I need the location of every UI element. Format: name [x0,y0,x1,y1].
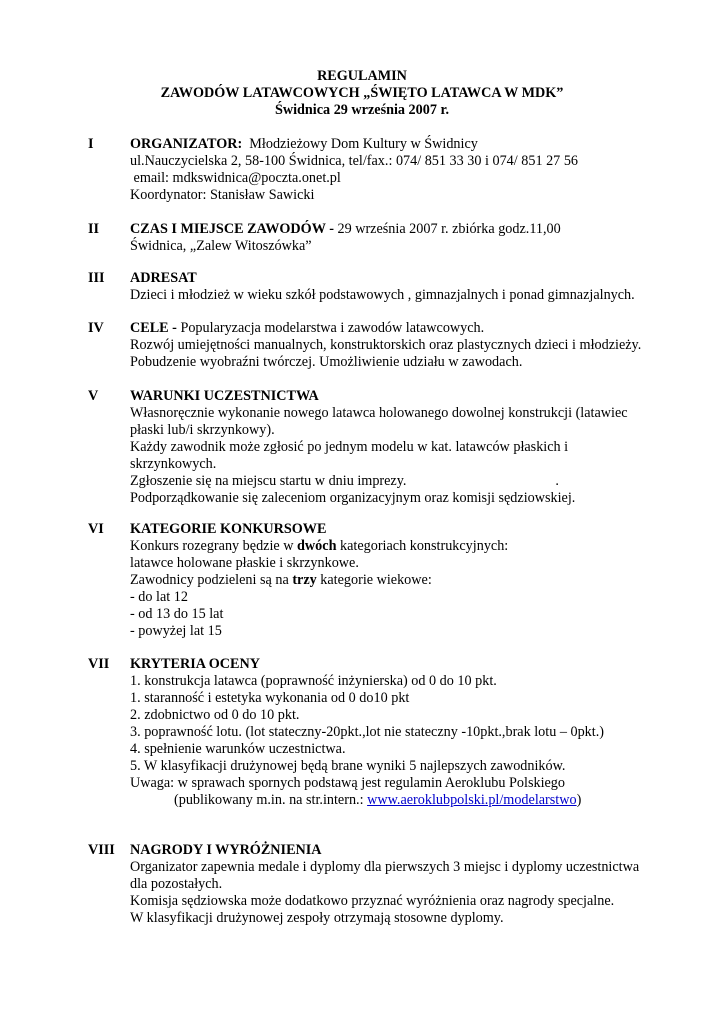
text-run-bold: trzy [292,572,317,588]
section-title-rest: Popularyzacja modelarstwa i zawodów latawcowych. [176,320,485,336]
section-number: IV [88,320,104,336]
section-line: dla pozostałych. [130,876,223,892]
criteria-item: 3. poprawność lotu. (lot stateczny-20pkt.,lot nie stateczny -10pkt.,brak lotu – 0pkt.) [130,724,604,740]
document-header [0,68,724,119]
document-date-place: Świdnica 29 września 2007 r. [274,102,450,118]
text-run-bold: dwóch [297,538,337,554]
section-number: V [88,388,99,404]
section-line: latawce holowane płaskie i skrzynkowe. [130,555,359,571]
section-title: WARUNKI UCZESTNICTWA [130,388,319,404]
section-title: KATEGORIE KONKURSOWE [130,521,327,537]
document-subtitle: ZAWODÓW LATAWCOWYCH „ŚWIĘTO LATAWCA W MDK” [160,85,564,101]
text-run: Zawodnicy podzieleni są na [130,572,293,588]
section-number: III [88,270,105,286]
criteria-item: 1. staranność i estetyka wykonania od 0 do10 pkt [130,690,410,706]
criteria-item: 4. spełnienie warunków uczestnictwa. [130,741,346,757]
section-line: W klasyfikacji drużynowej zespoły otrzymają stosowne dyplomy. [130,910,504,926]
organizer-email: email: mdkswidnica@poczta.onet.pl [130,170,341,186]
age-category: - do lat 12 [130,589,188,605]
document-title: REGULAMIN [317,68,407,84]
section-line: Organizator zapewnia medale i dyplomy dla pierwszych 3 miejsc i dyplomy uczestnictwa [130,859,640,875]
section-title: CZAS I MIEJSCE ZAWODÓW - [130,221,334,237]
text-run: (publikowany m.in. na str.intern.: [174,792,368,808]
section-title: CELE - [130,320,177,336]
section-number: VIII [88,842,115,858]
section-line: skrzynkowych. [130,456,217,472]
section-number: VII [88,656,110,672]
section-line: Zgłoszenie się na miejscu startu w dniu imprezy. . [130,473,559,489]
section-line: Świdnica, „Zalew Witoszówka” [130,238,312,254]
section-title: NAGRODY I WYRÓŻNIENIA [130,842,322,858]
text-run: ) [576,792,582,808]
aeroklub-link[interactable]: www.aeroklubpolski.pl/modelarstwo [367,792,577,808]
criteria-note: Uwaga: w sprawach spornych podstawą jest regulamin Aeroklubu Polskiego [130,775,565,791]
section-line: Każdy zawodnik może zgłosić po jednym modelu w kat. latawców płaskich i [130,439,569,455]
section-line: Własnoręcznie wykonanie nowego latawca holowanego dowolnej konstrukcji (latawiec [130,405,628,421]
section-title: ORGANIZATOR: [130,136,243,152]
section-title-rest: Młodzieżowy Dom Kultury w Świdnicy [242,136,478,152]
section-line: Dzieci i młodzież w wieku szkół podstawowych , gimnazjalnych i ponad gimnazjalnych. [130,287,635,303]
section-number: I [88,136,94,152]
criteria-item: 1. konstrukcja latawca (poprawność inżynierska) od 0 do 10 pkt. [130,673,497,689]
section-title: ADRESAT [130,270,197,286]
section-line: Komisja sędziowska może dodatkowo przyznać wyróżnienia oraz nagrody specjalne. [130,893,615,909]
criteria-item: 2. zdobnictwo od 0 do 10 pkt. [130,707,300,723]
section-line: Podporządkowanie się zaleceniom organizacyjnym oraz komisji sędziowskiej. [130,490,576,506]
section-number: VI [88,521,104,537]
age-category: - od 13 do 15 lat [130,606,224,622]
text-run: kategoriach konstrukcyjnych: [336,538,509,554]
section-title-rest: 29 września 2007 r. zbiórka godz.11,00 [333,221,561,237]
section-line: Rozwój umiejętności manualnych, konstruktorskich oraz plastycznych dzieci i młodzieży. [130,337,642,353]
section-line: płaski lub/i skrzynkowy). [130,422,275,438]
organizer-coordinator: Koordynator: Stanisław Sawicki [130,187,315,203]
text-run: kategorie wiekowe: [316,572,432,588]
section-line: Pobudzenie wyobraźni twórczej. Umożliwienie udziału w zawodach. [130,354,523,370]
age-category: - powyżej lat 15 [130,623,222,639]
criteria-item: 5. W klasyfikacji drużynowej będą brane wyniki 5 najlepszych zawodników. [130,758,566,774]
section-number: II [88,221,100,237]
organizer-address: ul.Nauczycielska 2, 58-100 Świdnica, tel/fax.: 074/ 851 33 30 i 074/ 851 27 56 [130,153,579,169]
text-run: Konkurs rozegrany będzie w [130,538,298,554]
section-title: KRYTERIA OCENY [130,656,260,672]
